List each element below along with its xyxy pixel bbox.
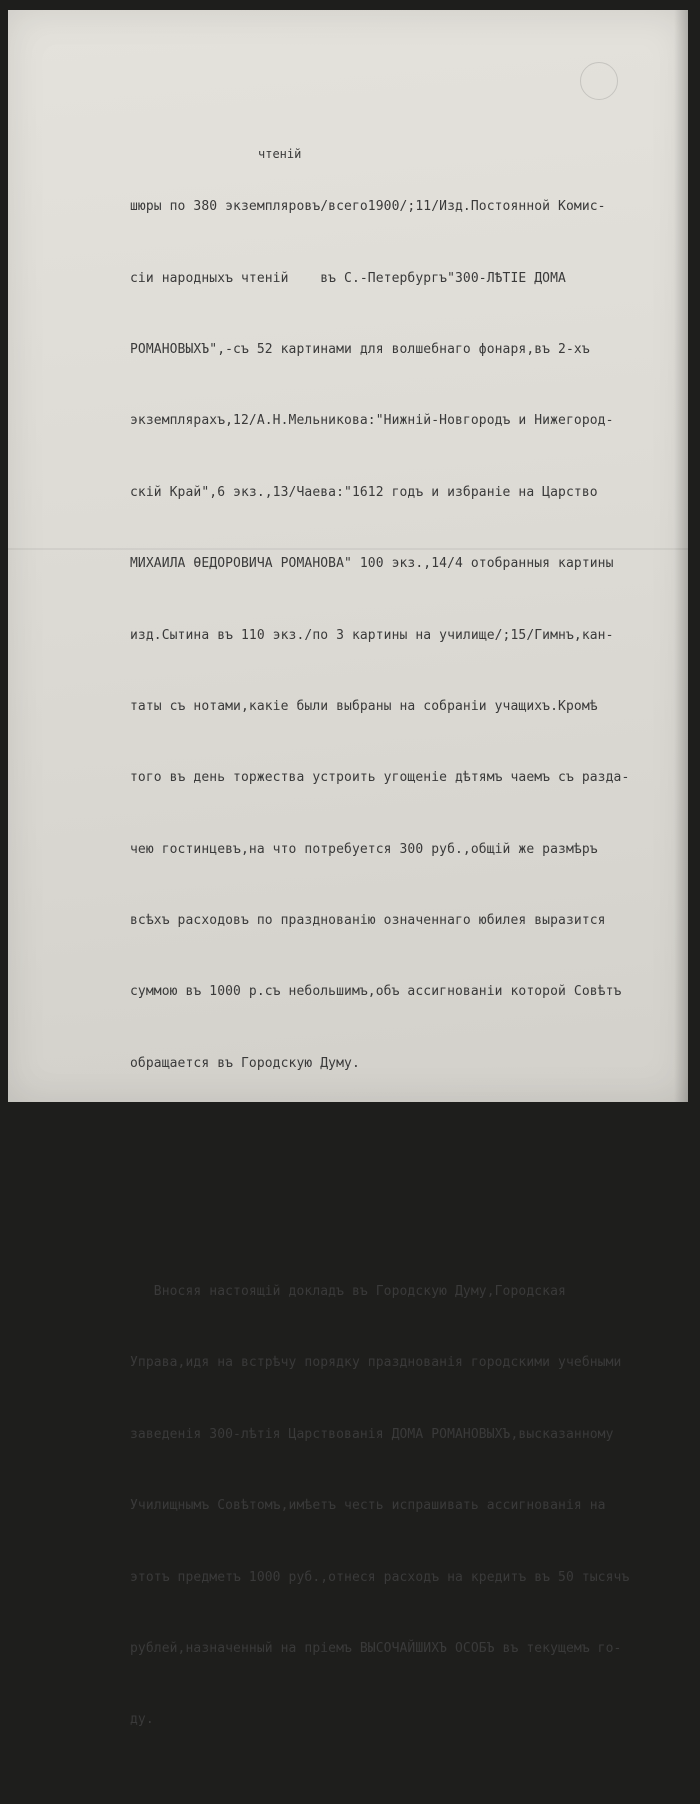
text-line: обращается въ Городскую Думу.	[130, 1055, 360, 1071]
text-line: шюры по 380 экземпляровъ/всего1900/;11/Изд.Постоянной Комис-	[130, 199, 606, 215]
text-line: таты съ нотами,какiе были выбраны на собранiи учащихъ.Кромѣ	[130, 698, 598, 714]
text-line: РОМАНОВЫХЪ",-съ 52 картинами для волшебнаго фонаря,въ 2-хъ	[130, 341, 590, 357]
text-line: того въ день торжества устроить угощенiе дѣтямъ чаемъ съ разда-	[130, 770, 630, 786]
text-line: Вносяя настоящiй докладъ въ Городскую Думу,Городская	[130, 1284, 566, 1300]
text-line: рублей,назначенный на прiемъ ВЫСОЧАЙШИХЪ ОСОБЪ въ текущемъ го-	[130, 1641, 622, 1656]
text-line: чею гостинцевъ,на что потребуется 300 руб.,общiй же размѣръ	[130, 841, 598, 857]
faint-stamp	[580, 62, 618, 100]
text-line: изд.Сытина въ 110 экз./по 3 картины на училище/;15/Гимнъ,кан-	[130, 627, 614, 643]
paragraph-gap	[130, 1171, 675, 1185]
text-line: ду.	[130, 1712, 154, 1728]
page-fold-shadow	[674, 10, 688, 1102]
text-line: Училищнымъ Совѣтомъ,имѣетъ честь испрашивать ассигнованiя на	[130, 1498, 606, 1514]
text-line: Управа,идя на встрѣчу порядку празднованiя городскими учебными	[130, 1355, 622, 1371]
paragraph-2	[130, 1232, 675, 1779]
interlinear-correction: чтенiй	[258, 147, 302, 161]
text-line: этотъ предметъ 1000 руб.,отнеся расходъ на кредитъ въ 50 тысячъ	[130, 1569, 630, 1585]
text-line: МИХАИЛА ѲЕДОРОВИЧА РОМАНОВА" 100 экз.,14/4 отобранныя картины	[130, 556, 614, 572]
text-line: скiй Край",6 экз.,13/Чаева:"1612 годъ и избранiе на Царство	[130, 484, 598, 500]
typed-text-body	[130, 100, 675, 1804]
text-line: экземплярахъ,12/А.Н.Мельникова:"Нижнiй-Новгородъ и Нижегород-	[130, 413, 614, 429]
text-line: суммою въ 1000 р.съ небольшимъ,объ ассигнованiи которой Совѣтъ	[130, 984, 622, 1000]
text-line: всѣхъ расходовъ по празднованiю означеннаго юбилея выразится	[130, 913, 606, 929]
paragraph-1	[130, 148, 675, 1124]
text-line: заведенiя 300-лѣтiя Царствованiя ДОМА РОМАНОВЫХЪ,высказанному	[130, 1426, 614, 1442]
text-line: сiи народныхъ чтенiй въ С.-Петербургъ"300-ЛѢТIЕ ДОМА	[130, 270, 566, 286]
